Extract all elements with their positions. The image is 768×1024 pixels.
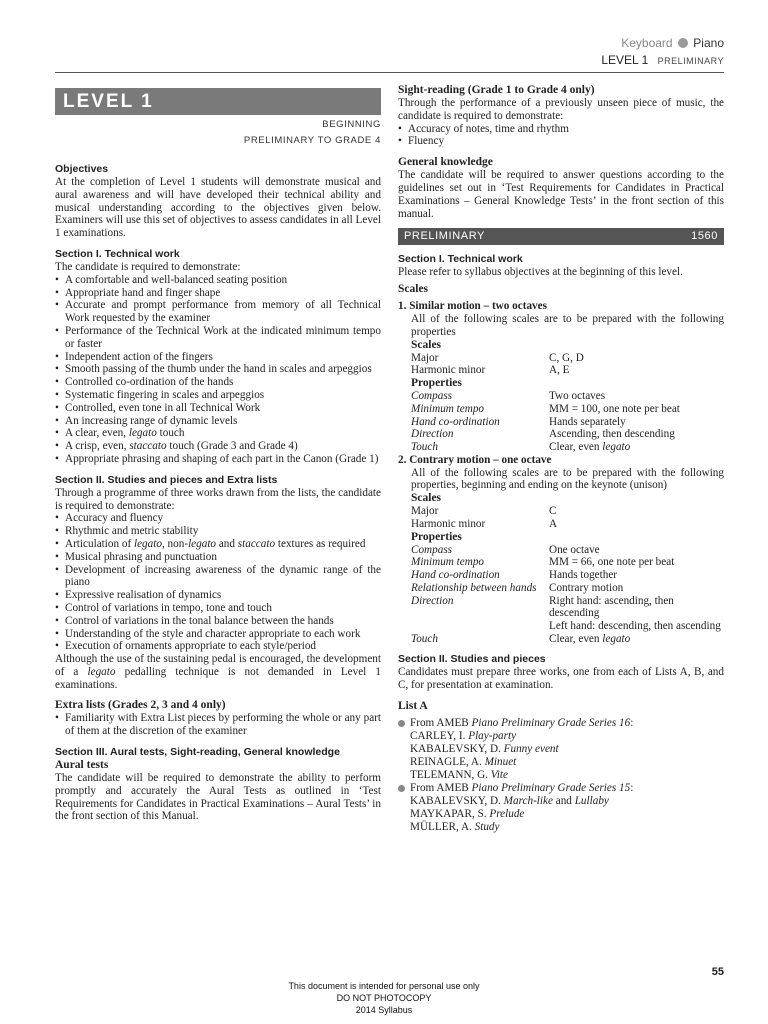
- table-row: Touch Clear, even legato: [411, 440, 631, 453]
- table-row: Hand co-ordination Hands together: [411, 569, 618, 582]
- header-level: LEVEL 1: [601, 53, 649, 67]
- list-item: • Appropriate hand and finger shape: [55, 286, 221, 299]
- header-category-line: [601, 36, 724, 51]
- list-item: • Familiarity with Extra List pieces by performing the whole or any part of them at the discretion of the examiner: [55, 712, 381, 738]
- list-item: • Accuracy and fluency: [55, 512, 164, 525]
- list-item: • Accuracy of notes, time and rhythm: [398, 122, 569, 135]
- header-level-line: [601, 53, 724, 69]
- list-item: • Appropriate phrasing and shaping of each part in the Canon (Grade 1): [55, 452, 379, 465]
- footer-line3: 2014 Syllabus: [355, 1005, 413, 1015]
- sight-reading-list: [398, 123, 724, 149]
- table-row: Direction Right hand: ascending, then descending Left hand: descending, then ascending: [411, 594, 721, 632]
- table-row: Relationship between hands Contrary motion: [411, 581, 624, 594]
- list-item: REINAGLE, A. Minuet: [410, 755, 517, 768]
- list-item: CARLEY, I. Play-party: [410, 729, 517, 742]
- prelim-section1-text: Please refer to syllabus objectives at the beginning of this level.: [398, 266, 683, 279]
- contrary-scales-table: [411, 505, 724, 530]
- list-item: • Independent action of the fingers: [55, 350, 213, 363]
- prelim-section2-text: Candidates must prepare three works, one from each of Lists A, B, and C, for presentation at examination.: [398, 666, 724, 692]
- table-row: Minimum tempo MM = 66, one note per beat: [411, 556, 675, 569]
- series15-pieces: [398, 808, 724, 834]
- contrary-properties-label: Properties: [411, 530, 462, 543]
- bullet-dot-icon: [678, 38, 688, 48]
- similar-scales-table: [411, 352, 724, 377]
- list-item: • A clear, even, legato touch: [55, 427, 185, 440]
- aural-tests-heading: Aural tests: [55, 759, 109, 772]
- level-banner: LEVEL 1: [55, 88, 381, 115]
- pedal-text: Although the use of the sustaining pedal is encouraged, the development of a legato pedalling technique is not demanded in Level 1 examinations.: [55, 653, 381, 691]
- table-row: Compass Two octaves: [411, 390, 606, 403]
- list-item: • Controlled co-ordination of the hands: [55, 376, 234, 389]
- left-column: [55, 88, 381, 823]
- list-item: MÜLLER, A. Study: [410, 820, 500, 833]
- table-row: Harmonic minor A, E: [411, 364, 570, 377]
- section2-heading: Section II. Studies and pieces and Extra lists: [55, 473, 278, 486]
- contrary-motion-text: All of the following scales are to be prepared with the following properties, beginning and ending on the keynote (unison): [411, 466, 724, 492]
- page-number: 55: [711, 966, 724, 978]
- list-item: • Controlled, even tone in all Technical Work: [55, 401, 261, 414]
- header-grade: PRELIMINARY: [657, 56, 724, 66]
- list-item: • Rhythmic and metric stability: [55, 525, 199, 538]
- section1-list: [55, 274, 381, 428]
- footer-line1: This document is intended for personal use only: [288, 981, 480, 991]
- similar-scales-label: Scales: [411, 338, 442, 351]
- similar-motion-heading: 1. Similar motion – two octaves: [398, 300, 547, 313]
- preliminary-label: PRELIMINARY: [404, 230, 485, 243]
- list-a-series15: From AMEB Piano Preliminary Grade Series 15:: [398, 782, 724, 795]
- table-row: Hand co-ordination Hands separately: [411, 415, 626, 428]
- list-item: • Accurate and prompt performance from memory of all Technical Work requested by the examiner: [55, 299, 381, 325]
- list-item: • Expressive realisation of dynamics: [55, 589, 222, 602]
- preliminary-bar: [398, 228, 724, 245]
- list-item: • Smooth passing of the thumb under the hand in scales and arpeggios: [55, 363, 372, 376]
- section2-list-a: [55, 512, 381, 538]
- section3-heading: Section III. Aural tests, Sight-reading, General knowledge: [55, 746, 340, 759]
- list-item: • Control of variations in the tonal balance between the hands: [55, 614, 334, 627]
- scales-heading: Scales: [398, 283, 429, 296]
- objectives-text: At the completion of Level 1 students will demonstrate musical and aural awareness and will have developed their technical ability and musical understanding according to the objectives given below. Examiners will use this set of objectives to assess candidates in all Level 1 examinations.: [55, 176, 381, 240]
- bullet-dot-icon: [398, 785, 405, 792]
- table-row: Direction Ascending, then descending: [411, 428, 675, 441]
- list-item: • Performance of the Technical Work at the indicated minimum tempo or faster: [55, 324, 381, 350]
- level-subtitle-beginning: BEGINNING: [322, 119, 381, 130]
- right-column: [398, 84, 724, 834]
- header-instrument: Piano: [693, 36, 724, 50]
- list-item: MAYKAPAR, S. Prelude: [410, 807, 525, 820]
- section1-list-extra: [55, 427, 381, 465]
- general-knowledge-text: The candidate will be required to answer questions according to the guidelines set out in ‘Test Requirements for Candidates in Practical Examinations – General Knowledge Tests’ in the front section of this manual.: [398, 169, 724, 220]
- list-item: KABALEVSKY, D. Funny event: [410, 742, 559, 755]
- list-item: • A comfortable and well-balanced seating position: [55, 273, 288, 286]
- header-divider: [55, 72, 724, 73]
- table-row: Compass One octave: [411, 543, 600, 556]
- footer: [0, 980, 768, 1016]
- aural-tests-text: The candidate will be required to demonstrate the ability to perform promptly and accurately the Aural Tests as outlined in ‘Test Requirements for Candidates in Practical Examinations – Aural Tests’ in the front section of this Manual.: [55, 772, 381, 823]
- list-item: • A crisp, even, staccato touch (Grade 3 and Grade 4): [55, 440, 298, 453]
- list-item: KABALEVSKY, D. March-like and Lullaby: [410, 794, 609, 807]
- list-item: • An increasing range of dynamic levels: [55, 414, 238, 427]
- contrary-properties-table: [411, 544, 724, 595]
- prelim-section2-heading: Section II. Studies and pieces: [398, 653, 546, 666]
- list-a-heading: List A: [398, 699, 428, 712]
- level-subtitle-range: PRELIMINARY TO GRADE 4: [243, 135, 381, 146]
- table-row: Major C: [411, 505, 557, 518]
- footer-line2: DO NOT PHOTOCOPY: [336, 993, 432, 1003]
- contrary-scales-label: Scales: [411, 492, 442, 505]
- similar-motion-text: All of the following scales are to be prepared with the following properties: [411, 313, 724, 338]
- list-item: • Development of increasing awareness of the dynamic range of the piano: [55, 563, 381, 589]
- section1-heading: Section I. Technical work: [55, 247, 180, 260]
- list-item: • Understanding of the style and character appropriate to each work: [55, 627, 361, 640]
- bullet-dot-icon: [398, 720, 405, 727]
- section1-intro: The candidate is required to demonstrate:: [55, 260, 241, 273]
- similar-properties-table: [411, 390, 724, 441]
- list-item: • Articulation of legato, non-legato and staccato textures as required: [55, 537, 366, 550]
- list-item: TELEMANN, G. Vite: [410, 768, 508, 781]
- table-row: Harmonic minor A: [411, 517, 558, 530]
- section2-articulation: [55, 538, 381, 551]
- header-category: Keyboard: [621, 36, 673, 50]
- sight-reading-heading: Sight-reading (Grade 1 to Grade 4 only): [398, 84, 595, 96]
- objectives-heading: Objectives: [55, 163, 109, 175]
- list-a-series16: From AMEB Piano Preliminary Grade Series 16:: [398, 717, 724, 730]
- table-row: Major C, G, D: [411, 351, 584, 364]
- list-item: • Control of variations in tempo, tone and touch: [55, 601, 272, 614]
- list-item: • Execution of ornaments appropriate to each style/period: [55, 640, 317, 653]
- similar-properties-label: Properties: [411, 377, 462, 390]
- preliminary-code: 1560: [691, 230, 718, 243]
- page-header: [601, 36, 724, 69]
- table-row: Touch Clear, even legato: [411, 632, 631, 645]
- contrary-motion-heading: 2. Contrary motion – one octave: [398, 453, 552, 466]
- list-item: • Musical phrasing and punctuation: [55, 550, 217, 563]
- list-item: • Fluency: [398, 135, 445, 148]
- sight-reading-text: Through the performance of a previously unseen piece of music, the candidate is required to demonstrate:: [398, 97, 724, 122]
- table-row: Minimum tempo MM = 100, one note per beat: [411, 402, 680, 415]
- series16-pieces: [398, 730, 724, 782]
- prelim-section1-heading: Section I. Technical work: [398, 253, 523, 266]
- section2-list-b: [55, 551, 381, 653]
- section2-intro: Through a programme of three works drawn from the lists, the candidate is required to demonstrate:: [55, 486, 381, 512]
- general-knowledge-heading: General knowledge: [398, 156, 493, 169]
- list-item: • Systematic fingering in scales and arpeggios: [55, 388, 265, 401]
- extra-lists-list: [55, 712, 381, 738]
- extra-lists-heading: Extra lists (Grades 2, 3 and 4 only): [55, 699, 226, 712]
